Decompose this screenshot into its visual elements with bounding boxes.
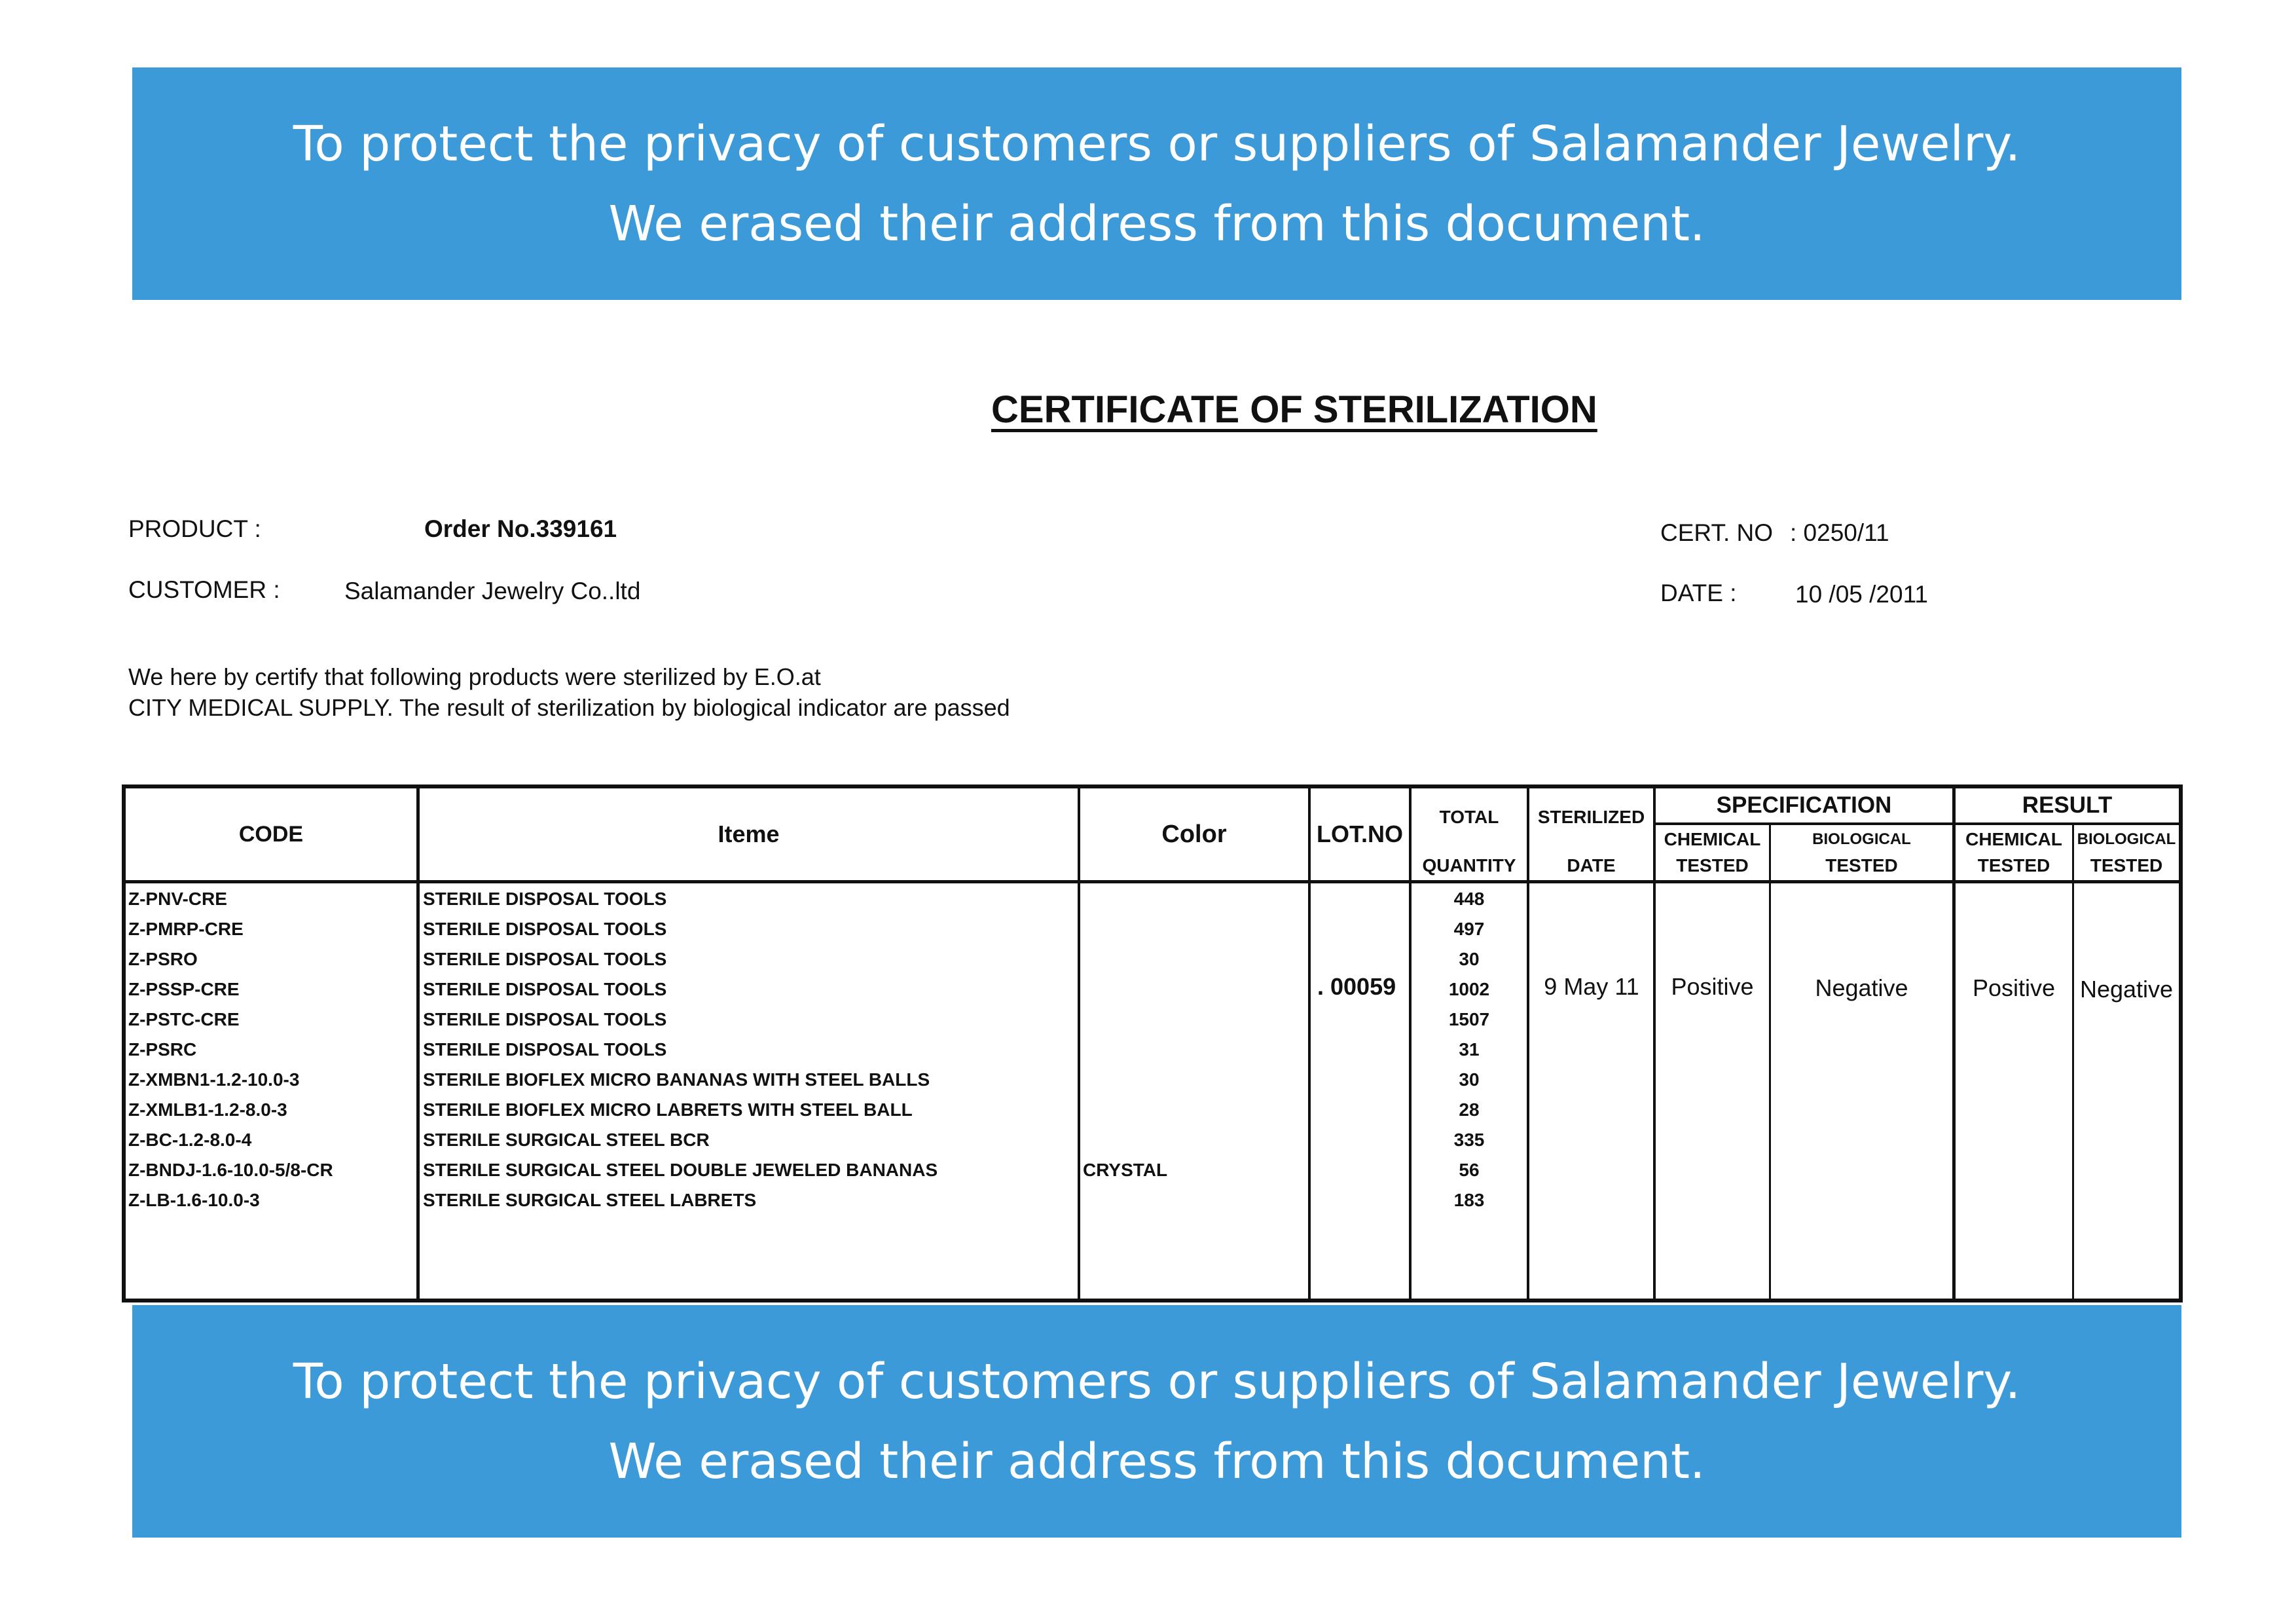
sterilized-date-value: 9 May 11: [1544, 973, 1639, 1000]
cert-no-value: : 0250/11: [1790, 519, 1889, 546]
header-result-chemical-tested: TESTED: [1977, 855, 2050, 876]
privacy-banner-top: [132, 67, 2181, 300]
header-result-biological: BIOLOGICAL: [2077, 830, 2176, 848]
header-result-chemical: CHEMICAL: [1965, 829, 2062, 849]
cell-qty: 30: [1459, 1069, 1480, 1090]
cell-code: Z-BC-1.2-8.0-4: [128, 1130, 252, 1150]
date-label: DATE :: [1660, 580, 1737, 606]
cell-item: STERILE DISPOSAL TOOLS: [423, 1039, 667, 1060]
cell-code: Z-PSTC-CRE: [128, 1009, 240, 1029]
cell-item: STERILE DISPOSAL TOOLS: [423, 979, 667, 999]
header-spec-biological-tested: TESTED: [1825, 855, 1898, 876]
product-label: PRODUCT :: [128, 515, 261, 542]
cell-color: CRYSTAL: [1083, 1160, 1168, 1180]
header-color: Color: [1161, 820, 1227, 848]
header-spec-biological: BIOLOGICAL: [1812, 830, 1911, 848]
cell-item: STERILE BIOFLEX MICRO LABRETS WITH STEEL BALL: [423, 1099, 913, 1120]
cell-code: Z-PMRP-CRE: [128, 919, 244, 939]
cell-item: STERILE DISPOSAL TOOLS: [423, 1009, 667, 1029]
cell-code: Z-PNV-CRE: [128, 889, 227, 909]
certification-line-1: We here by certify that following products were sterilized by E.O.at: [128, 663, 821, 690]
header-sterilized: STERILIZED: [1537, 807, 1645, 827]
cell-qty: 31: [1459, 1039, 1480, 1060]
cell-qty: 30: [1459, 949, 1480, 969]
cell-code: Z-PSSP-CRE: [128, 979, 240, 999]
header-code: CODE: [238, 821, 304, 847]
cert-no-label: CERT. NO: [1660, 519, 1774, 546]
customer-label: CUSTOMER :: [128, 576, 280, 603]
header-specification: SPECIFICATION: [1716, 792, 1892, 818]
cell-qty: 1002: [1448, 979, 1490, 999]
header-result: RESULT: [2022, 792, 2113, 818]
cell-code: Z-LB-1.6-10.0-3: [128, 1190, 260, 1210]
cell-item: STERILE BIOFLEX MICRO BANANAS WITH STEEL BALLS: [423, 1069, 930, 1090]
header-lot-no: LOT.NO: [1317, 821, 1403, 847]
header-item: Iteme: [718, 821, 780, 847]
document-title: CERTIFICATE OF STERILIZATION: [991, 388, 1597, 431]
certification-statement: [128, 661, 1010, 723]
cell-qty: 183: [1453, 1190, 1485, 1210]
cell-qty: 335: [1453, 1130, 1485, 1150]
privacy-banner-bottom-line1: To protect the privacy of customers or suppliers of Salamander Jewelry.: [293, 1353, 2021, 1410]
sterilization-table: [122, 784, 2183, 1302]
date-value: 10 /05 /2011: [1795, 581, 1928, 608]
header-spec-chemical-tested: TESTED: [1676, 855, 1749, 876]
cell-qty: 28: [1459, 1099, 1480, 1120]
cell-item: STERILE SURGICAL STEEL LABRETS: [423, 1190, 757, 1210]
lot-no-value: . 00059: [1317, 973, 1396, 1000]
spec-chemical-result: Positive: [1671, 973, 1754, 1000]
certification-line-2: CITY MEDICAL SUPPLY. The result of sterilization by biological indicator are passed: [128, 694, 1010, 721]
cell-item: STERILE SURGICAL STEEL BCR: [423, 1130, 710, 1150]
cell-qty: 497: [1453, 919, 1485, 939]
result-biological-value: Negative: [2079, 976, 2174, 1003]
privacy-banner-bottom: [132, 1305, 2181, 1538]
cell-code: Z-PSRC: [128, 1039, 197, 1060]
privacy-banner-bottom-line2: We erased their address from this document.: [608, 1433, 1705, 1490]
product-value: Order No.339161: [424, 515, 617, 542]
cell-item: STERILE DISPOSAL TOOLS: [423, 949, 667, 969]
cell-code: Z-XMBN1-1.2-10.0-3: [128, 1069, 300, 1090]
cell-item: STERILE DISPOSAL TOOLS: [423, 889, 667, 909]
cell-code: Z-XMLB1-1.2-8.0-3: [128, 1099, 287, 1120]
cell-code: Z-PSRO: [128, 949, 198, 969]
header-spec-chemical: CHEMICAL: [1664, 829, 1761, 849]
header-sterilized-date: DATE: [1567, 855, 1616, 876]
cell-item: STERILE DISPOSAL TOOLS: [423, 919, 667, 939]
spec-biological-result: Negative: [1815, 974, 1908, 1001]
cell-item: STERILE SURGICAL STEEL DOUBLE JEWELED BANANAS: [423, 1160, 938, 1180]
header-total: TOTAL: [1439, 807, 1499, 827]
header-result-biological-tested: TESTED: [2090, 855, 2163, 876]
cell-qty: 448: [1453, 889, 1485, 909]
cell-code: Z-BNDJ-1.6-10.0-5/8-CR: [128, 1160, 333, 1180]
privacy-banner-top-line2: We erased their address from this document.: [608, 195, 1705, 252]
cell-qty: 56: [1459, 1160, 1480, 1180]
privacy-banner-top-line1: To protect the privacy of customers or suppliers of Salamander Jewelry.: [293, 115, 2021, 172]
header-quantity: QUANTITY: [1422, 855, 1516, 876]
cell-qty: 1507: [1448, 1009, 1490, 1029]
customer-value: Salamander Jewelry Co..ltd: [344, 578, 641, 604]
result-chemical-value: Positive: [1972, 974, 2056, 1001]
